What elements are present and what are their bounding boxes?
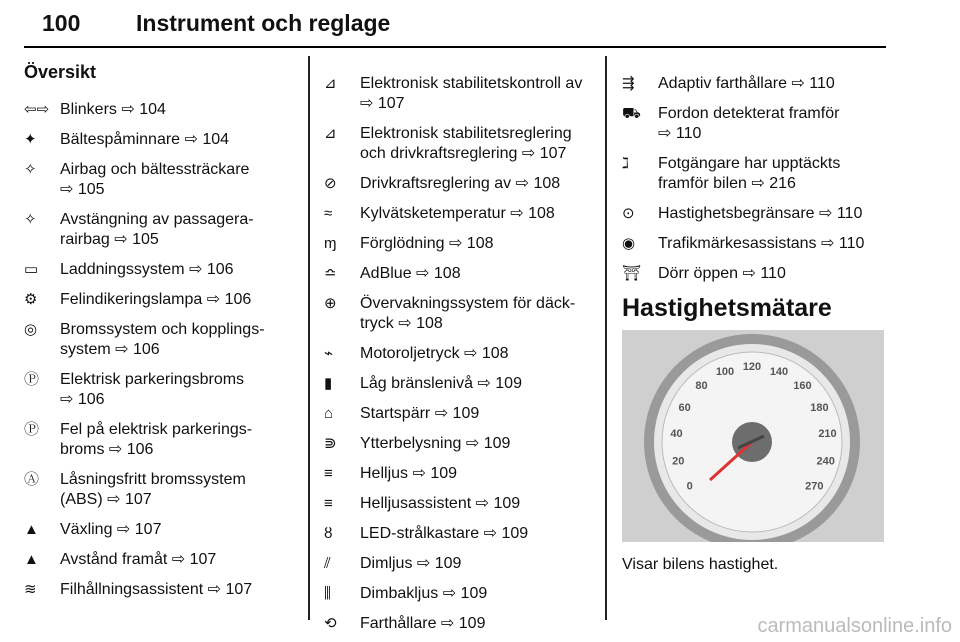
indicator-icon: ≋ bbox=[24, 581, 37, 598]
list-item-text: Elektrisk parkeringsbroms bbox=[60, 371, 245, 388]
indicator-icon: ≡ bbox=[324, 465, 333, 482]
list-item bbox=[324, 294, 575, 334]
gauge-tick-label: 270 bbox=[805, 480, 824, 493]
page-number: 100 bbox=[42, 10, 81, 36]
list-item bbox=[24, 580, 252, 600]
list-item-text: Bältespåminnare ⇨ 104 bbox=[60, 131, 230, 148]
section-title-overview: Översikt bbox=[24, 62, 97, 82]
list-item-text: Trafikmärkesassistans ⇨ 110 bbox=[658, 235, 865, 252]
indicator-icon: ◉ bbox=[622, 235, 636, 252]
list-item bbox=[324, 464, 457, 484]
indicator-icon: Ⓟ bbox=[24, 421, 40, 438]
list-item bbox=[24, 520, 161, 540]
list-item bbox=[324, 494, 520, 514]
column-divider bbox=[308, 56, 310, 620]
list-item-text: system ⇨ 106 bbox=[60, 341, 160, 358]
indicator-icon: ɱ bbox=[324, 235, 337, 252]
gauge-tick-label: 240 bbox=[816, 455, 835, 468]
indicator-icon: ⫽ bbox=[324, 555, 331, 572]
indicator-icon: ⋑ bbox=[324, 435, 337, 452]
list-item-text: Motoroljetryck ⇨ 108 bbox=[360, 345, 509, 362]
indicator-icon: ✧ bbox=[24, 161, 37, 178]
list-item bbox=[622, 264, 786, 284]
indicator-icon: ℷ bbox=[622, 155, 629, 172]
indicator-icon: ≏ bbox=[324, 265, 337, 282]
list-item-text: Fordon detekterat framför bbox=[658, 105, 840, 122]
list-item-text: Airbag och bältessträckare bbox=[60, 161, 250, 178]
list-item bbox=[324, 74, 582, 114]
list-item-text: Elektronisk stabilitetsreglering bbox=[360, 125, 572, 142]
list-item-text: framför bilen ⇨ 216 bbox=[658, 175, 796, 192]
list-item bbox=[324, 404, 479, 424]
list-item-text: Förglödning ⇨ 108 bbox=[360, 235, 494, 252]
list-item-text: och drivkraftsreglering ⇨ 107 bbox=[360, 145, 567, 162]
list-item bbox=[24, 320, 265, 360]
list-item bbox=[622, 234, 864, 254]
indicator-icon: ⌁ bbox=[324, 345, 334, 362]
list-item bbox=[324, 264, 461, 284]
list-item-text: Drivkraftsreglering av ⇨ 108 bbox=[360, 175, 561, 192]
indicator-icon: ◎ bbox=[24, 321, 38, 338]
list-item-text: Farthållare ⇨ 109 bbox=[360, 615, 486, 632]
gauge-tick-label: 80 bbox=[695, 380, 708, 393]
gauge-tick-label: 120 bbox=[742, 361, 762, 373]
list-item-text: Dörr öppen ⇨ 110 bbox=[658, 265, 786, 282]
indicator-icon: Ⓟ bbox=[24, 371, 40, 388]
list-item-text: Fel på elektrisk parkerings- bbox=[60, 421, 253, 438]
list-item bbox=[324, 234, 494, 254]
speedometer-image bbox=[622, 330, 884, 542]
list-item bbox=[324, 584, 487, 604]
list-item-text: ⇨ 107 bbox=[360, 95, 405, 112]
list-item-text: Filhållningsassistent ⇨ 107 bbox=[60, 581, 253, 598]
list-item bbox=[324, 344, 509, 364]
list-item-text: ⇨ 105 bbox=[60, 181, 105, 198]
indicator-icon: ⊿ bbox=[324, 75, 337, 92]
indicator-icon: ⊕ bbox=[324, 295, 337, 312]
indicator-icon: ≈ bbox=[324, 205, 333, 222]
list-item bbox=[324, 554, 461, 574]
column-divider bbox=[605, 56, 607, 620]
list-item-text: tryck ⇨ 108 bbox=[360, 315, 443, 332]
list-item-text: Avstängning av passagera- bbox=[60, 211, 254, 228]
list-item-text: Dimljus ⇨ 109 bbox=[360, 555, 462, 572]
list-item-text: Dimbakljus ⇨ 109 bbox=[360, 585, 488, 602]
list-item bbox=[622, 104, 839, 144]
indicator-icon: ⫼ bbox=[324, 585, 331, 602]
list-item bbox=[324, 374, 522, 394]
list-item-text: Adaptiv farthållare ⇨ 110 bbox=[658, 75, 835, 92]
list-item-text: Bromssystem och kopplings- bbox=[60, 321, 265, 338]
gauge-tick-label: 60 bbox=[678, 401, 691, 414]
indicator-icon: ȣ bbox=[324, 525, 333, 542]
indicator-icon: ⛟ bbox=[622, 105, 641, 122]
indicator-icon: ✦ bbox=[24, 131, 37, 148]
indicator-icon: ⊿ bbox=[324, 125, 337, 142]
list-item-text: Elektronisk stabilitetskontroll av bbox=[360, 75, 583, 92]
list-item-text: (ABS) ⇨ 107 bbox=[60, 491, 152, 508]
list-item bbox=[24, 420, 252, 460]
list-item-text: Helljus ⇨ 109 bbox=[360, 465, 458, 482]
indicator-icon: ⊙ bbox=[622, 205, 635, 222]
list-item bbox=[324, 204, 555, 224]
page-title: Instrument och reglage bbox=[136, 10, 391, 36]
indicator-icon: ▲ bbox=[24, 521, 39, 538]
gauge-tick-label: 40 bbox=[670, 428, 683, 441]
gauge-tick-label: 140 bbox=[769, 366, 789, 378]
page-header bbox=[24, 6, 886, 48]
indicator-icon: ⟲ bbox=[324, 615, 337, 632]
indicator-icon: ⇦⇨ bbox=[24, 101, 50, 118]
list-item-text: rairbag ⇨ 105 bbox=[60, 231, 159, 248]
indicator-icon: ⊘ bbox=[324, 175, 337, 192]
list-item bbox=[24, 130, 229, 150]
list-item-text: ⇨ 106 bbox=[60, 391, 105, 408]
gauge-tick-label: 20 bbox=[672, 455, 685, 468]
list-item-text: Låsningsfritt bromssystem bbox=[60, 471, 246, 488]
gauge-tick-label: 0 bbox=[686, 480, 693, 493]
indicator-icon: ▭ bbox=[24, 261, 39, 278]
list-item-text: Växling ⇨ 107 bbox=[60, 521, 162, 538]
gauge-tick-label: 160 bbox=[793, 380, 812, 393]
list-item bbox=[24, 470, 246, 510]
list-item bbox=[622, 154, 840, 194]
indicator-icon: ▮ bbox=[324, 375, 333, 392]
list-item-text: Fotgängare har upptäckts bbox=[658, 155, 841, 172]
list-item bbox=[24, 370, 244, 410]
list-item-text: Låg bränslenivå ⇨ 109 bbox=[360, 375, 522, 392]
list-item bbox=[324, 614, 485, 634]
list-item-text: Ytterbelysning ⇨ 109 bbox=[360, 435, 511, 452]
list-item-text: Felindikeringslampa ⇨ 106 bbox=[60, 291, 252, 308]
list-item bbox=[622, 74, 835, 94]
list-item bbox=[324, 524, 528, 544]
list-item bbox=[24, 100, 166, 120]
list-item-text: Hastighetsbegränsare ⇨ 110 bbox=[658, 205, 863, 222]
indicator-icon: ⛩ bbox=[622, 265, 642, 282]
indicator-icon: ▲ bbox=[24, 551, 39, 568]
list-item bbox=[324, 124, 572, 164]
list-item bbox=[24, 160, 249, 200]
list-item-text: LED-strålkastare ⇨ 109 bbox=[360, 525, 529, 542]
list-item-text: ⇨ 110 bbox=[658, 125, 702, 142]
indicator-icon: Ⓐ bbox=[24, 471, 40, 488]
indicator-icon: ⇶ bbox=[622, 75, 635, 92]
section-title-speedometer: Hastighetsmätare bbox=[622, 294, 832, 322]
indicator-icon: ✧ bbox=[24, 211, 37, 228]
list-item bbox=[24, 210, 254, 250]
gauge-caption: Visar bilens hastighet. bbox=[622, 556, 779, 573]
list-item bbox=[24, 260, 234, 280]
gauge-tick-label: 210 bbox=[818, 428, 837, 441]
watermark: carmanualsonline.info bbox=[757, 615, 952, 637]
gauge-tick-label: 100 bbox=[715, 366, 735, 378]
indicator-icon: ⌂ bbox=[324, 405, 334, 422]
list-item bbox=[622, 204, 862, 224]
list-item-text: Helljusassistent ⇨ 109 bbox=[360, 495, 521, 512]
list-item bbox=[324, 174, 560, 194]
list-item-text: Kylvätsketemperatur ⇨ 108 bbox=[360, 205, 555, 222]
list-item-text: Blinkers ⇨ 104 bbox=[60, 101, 166, 118]
list-item bbox=[24, 290, 251, 310]
list-item-text: Startspärr ⇨ 109 bbox=[360, 405, 480, 422]
list-item-text: AdBlue ⇨ 108 bbox=[360, 265, 461, 282]
list-item bbox=[24, 550, 216, 570]
list-item-text: Övervakningssystem för däck- bbox=[360, 295, 576, 312]
list-item-text: broms ⇨ 106 bbox=[60, 441, 154, 458]
gauge-tick-label: 180 bbox=[810, 401, 829, 414]
indicator-icon: ⚙ bbox=[24, 291, 38, 308]
list-item bbox=[324, 434, 510, 454]
indicator-icon: ≡ bbox=[324, 495, 333, 512]
list-item-text: Laddningssystem ⇨ 106 bbox=[60, 261, 234, 278]
list-item-text: Avstånd framåt ⇨ 107 bbox=[60, 551, 217, 568]
